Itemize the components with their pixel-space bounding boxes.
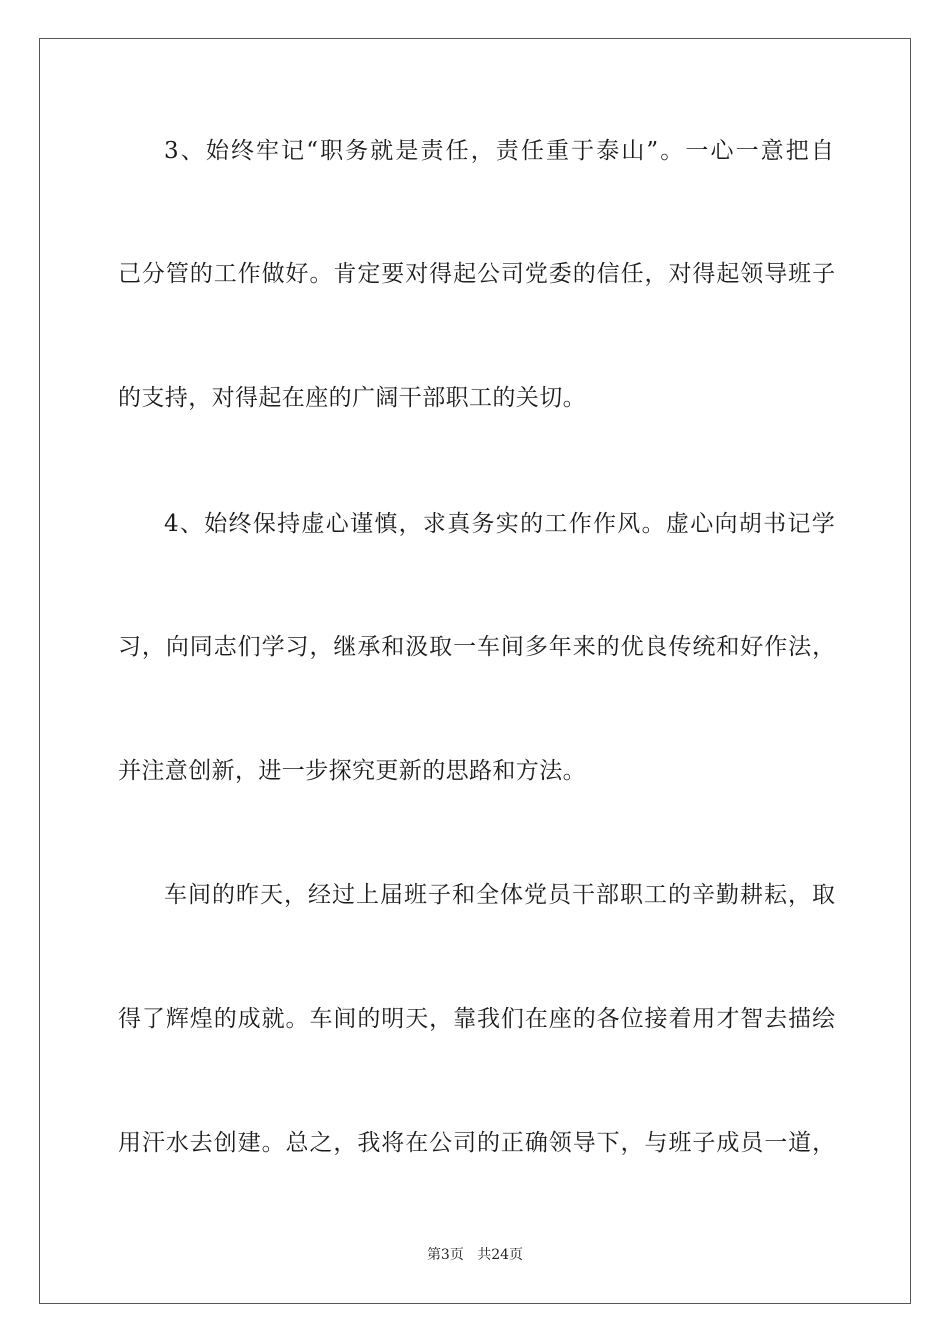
paragraph-line: 3、始终牢记“职务就是责任，责任重于泰山”。一心一意把自 [164,138,836,164]
paragraph-line: 的支持，对得起在座的广阔干部职工的关切。 [118,385,586,411]
paragraph-line: 得了辉煌的成就。车间的明天，靠我们在座的各位接着用才智去描绘 [118,1006,836,1032]
paragraph-line: 车间的昨天，经过上届班子和全体党员干部职工的辛勤耕耘，取 [164,882,836,908]
paragraph-line: 用汗水去创建。总之，我将在公司的正确领导下，与班子成员一道， [118,1130,836,1156]
paragraph-line: 己分管的工作做好。肯定要对得起公司党委的信任，对得起领导班子 [118,261,836,287]
page-border [39,38,911,1304]
page-total: 共24页 [477,1247,524,1263]
paragraph-line: 习，向同志们学习，继承和汲取一车间多年来的优良传统和好作法， [118,634,836,660]
page-number: 第3页 [426,1247,464,1263]
page-footer [0,1246,950,1264]
paragraph-line: 4、始终保持虚心谨慎，求真务实的工作作风。虚心向胡书记学 [164,511,836,537]
paragraph-line: 并注意创新，进一步探究更新的思路和方法。 [118,758,586,784]
